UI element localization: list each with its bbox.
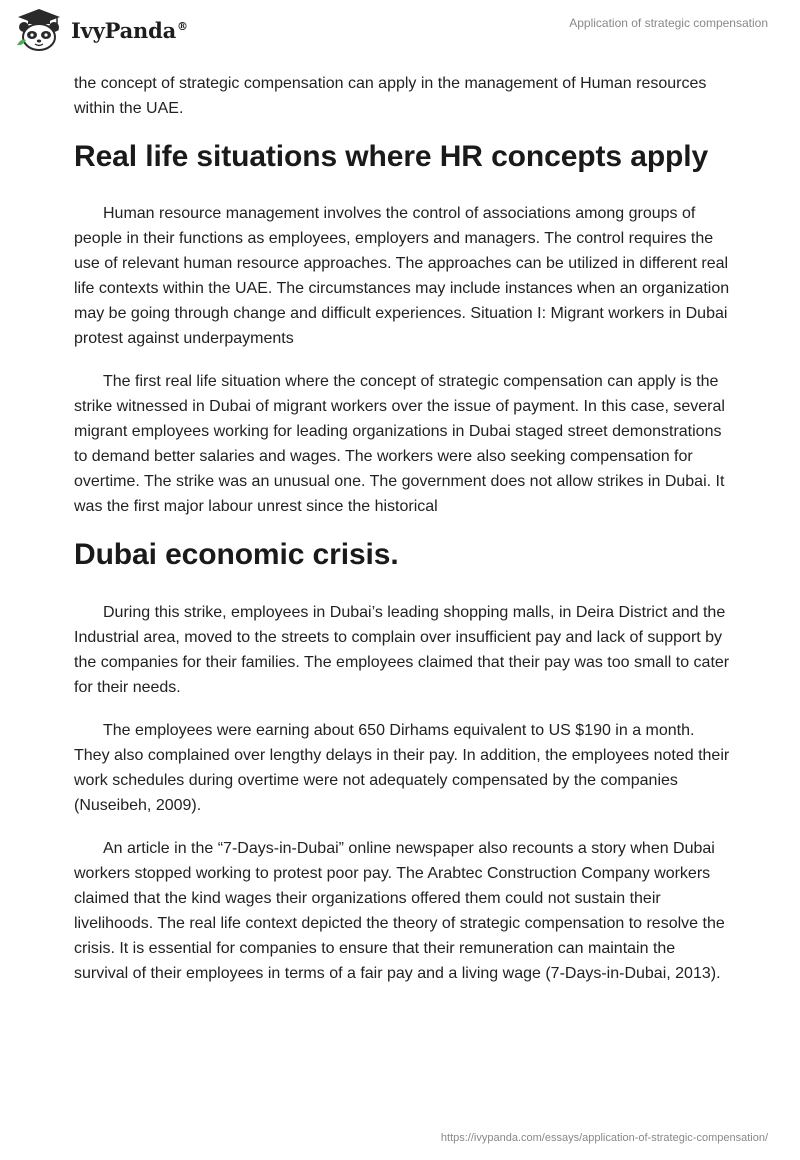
essay-content [74,71,730,1004]
paragraph-first-situation: The first real life situation where the concept of strategic compensation can apply is the strike witnessed in Dubai of migrant workers over the issue of payment. In this case, several migrant employees working for leading organizations in Dubai staged street demonstrations to demand better salaries and wages. The workers were also seeking compensation for overtime. The strike was an unusual one. The government does not allow strikes in Dubai. It was the first major labour unrest since the historical [74,373,725,515]
brand-name: IvyPanda® [71,17,188,43]
ivypanda-logo[interactable] [14,7,188,53]
paragraph-earnings: The employees were earning about 650 Dirhams equivalent to US $190 in a month. They also complained over lengthy delays in their pay. In addition, the employees noted their work schedules during overtime were not adequately compensated by the companies (Nuseibeh, 2009). [74,722,730,814]
page-header [0,0,800,66]
section-heading-real-life: Real life situations where HR concepts apply [74,140,709,173]
footer-source-url[interactable]: https://ivypanda.com/essays/application-of-strategic-compensation/ [440,1132,768,1144]
paragraph-article: An article in the “7-Days-in-Dubai” online newspaper also recounts a story when Dubai workers stopped working to protest poor pay. The Arabtec Construction Company workers claimed that the kind wages their organizations offered them could not sustain their livelihoods. The real life context depicted the theory of strategic compensation to resolve the crisis. It is essential for companies to ensure that their remuneration can maintain the survival of their employees in terms of a fair pay and a living wage (7-Days-in-Dubai, 2013). [74,840,725,982]
paragraph-strike: During this strike, employees in Dubai’s leading shopping malls, in Deira District and the Industrial area, moved to the streets to complain over insufficient pay and lack of support by the companies for their families. The employees claimed that their pay was too small to cater for their needs. [74,604,730,696]
intro-paragraph: the concept of strategic compensation can apply in the management of Human resources within the UAE. [74,75,707,117]
section-heading-dubai-crisis: Dubai economic crisis. [74,538,399,571]
panda-mascot-icon [14,7,64,53]
paragraph-hr-management: Human resource management involves the control of associations among groups of people in their functions as employees, employers and managers. The control requires the use of relevant human resource approaches. The approaches can be utilized in different real life contexts within the UAE. The circumstances may include instances when an organization may be going through change and difficult experiences. Situation I: Migrant workers in Dubai protest against underpayments [74,205,730,347]
document-title: Application of strategic compensation [569,16,768,30]
